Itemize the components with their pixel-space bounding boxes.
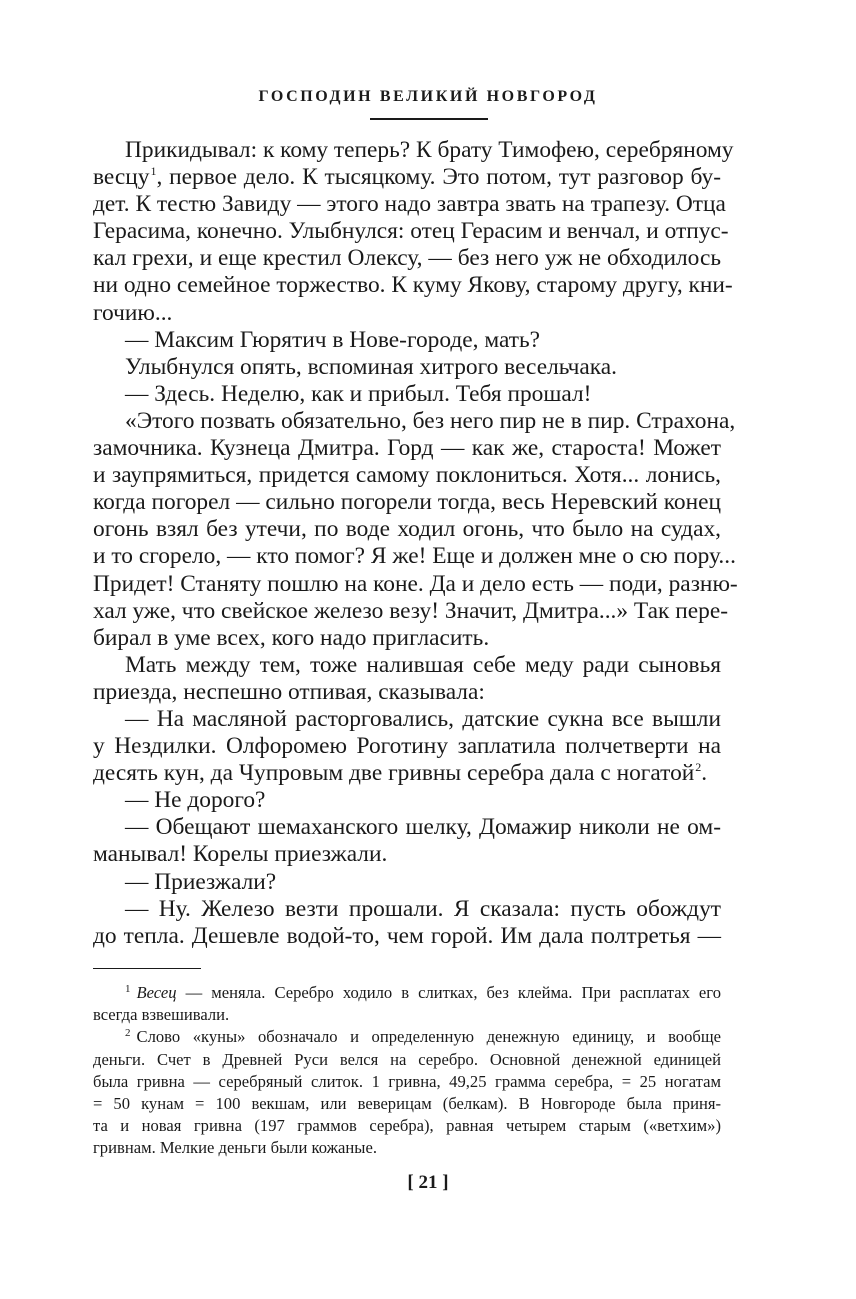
text-line: замочника. Кузнеца Дмитра. Горд — как же, староста! Может	[93, 435, 721, 462]
text-line: у Нездилки. Олфоромею Роготину заплатила полчетверти на	[93, 733, 721, 760]
footnote-line: деньги. Счет в Древней Руси велся на серебро. Основной денежной единицей	[93, 1049, 721, 1069]
body-text	[93, 137, 738, 950]
footnote-line: = 50 кунам = 100 векшам, или веверицам (белкам). В Новгороде была приня-	[93, 1093, 721, 1113]
text-line: бирал в уме всех, кого надо пригласить.	[93, 624, 490, 651]
text-line: — Приезжали?	[125, 868, 277, 895]
footnote-text: Слово «куны» обозначало и определенную денежную единицу, и вообще	[136, 1027, 721, 1047]
footnote-number: 1	[125, 983, 131, 995]
text-line: когда погорел — сильно погорели тогда, весь Неревский конец	[93, 489, 721, 516]
text-fragment: .	[701, 760, 708, 787]
text-line: — Максим Гюрятич в Нове-городе, мать?	[125, 326, 541, 353]
text-line: приезда, неспешно отпивая, сказывала:	[93, 678, 485, 705]
text-line: манывал! Корелы приезжали.	[93, 841, 388, 868]
text-line: Прикидывал: к кому теперь? К брату Тимофею, серебряному	[125, 137, 734, 163]
text-line: Придет! Станяту пошлю на коне. Да и дело есть — поди, разню-	[93, 570, 738, 597]
text-line: до тепла. Дешевле водой-то, чем горой. Им дала полтретья —	[93, 922, 721, 949]
text-line: кал грехи, и еще крестил Олексу, — без него уж не обходилось	[93, 245, 721, 272]
page-number: [ 21 ]	[407, 1172, 449, 1193]
text-line: хал уже, что свейское железо везу! Значит, Дмитра...» Так пере-	[93, 597, 728, 624]
text-line	[93, 760, 721, 787]
footnote-term: Весец	[136, 983, 177, 1002]
footnote-separator	[93, 968, 201, 969]
text-line: — Здесь. Неделю, как и прибыл. Тебя прошал!	[125, 380, 592, 407]
text-fragment: , первое дело. К тысяцкому. Это потом, тут разговор бу-	[156, 164, 721, 191]
text-line: гочию...	[93, 299, 173, 326]
footnote-line: та и новая гривна (197 граммов серебра), равная четырем старым («ветхим»)	[93, 1116, 721, 1136]
footnote-2	[93, 1026, 721, 1048]
text-line: «Этого позвать обязательно, без него пир не в пир. Страхона,	[125, 407, 736, 434]
text-fragment: весцу	[93, 164, 150, 191]
text-line: ни одно семейное торжество. К куму Якову, старому другу, кни-	[93, 272, 733, 299]
footnote-1	[93, 982, 721, 1004]
text-line: огонь взял без утечи, по воде ходил огонь, что было на судах,	[93, 516, 721, 543]
text-line: Герасима, конечно. Улыбнулся: отец Герасим и венчал, и отпус-	[93, 218, 729, 245]
running-title: ГОСПОДИН ВЕЛИКИЙ НОВГОРОД	[258, 88, 598, 105]
footnote-ref-1: 1	[150, 164, 157, 179]
footnote-line: гривнам. Мелкие деньги были кожаные.	[93, 1138, 377, 1158]
header-rule	[370, 118, 488, 120]
running-header	[0, 88, 856, 106]
footnotes	[93, 982, 721, 1160]
footnote-number: 2	[125, 1027, 131, 1040]
footnote-text: — меняла. Серебро ходило в слитках, без клейма. При расплатах его	[176, 983, 721, 1002]
text-line: — Не дорого?	[125, 787, 266, 814]
text-line: и то сгорело, — кто помог? Я же! Еще и должен мне о сю пору...	[93, 543, 736, 570]
footnote-line: всегда взвешивали.	[93, 1005, 230, 1025]
text-fragment: десять кун, да Чупровым две гривны серебра дала с ногатой	[93, 760, 695, 787]
text-line: — Ну. Железо везти прошали. Я сказала: пусть обождут	[125, 895, 721, 922]
text-line: Улыбнулся опять, вспоминая хитрого весельчака.	[125, 353, 618, 380]
text-line: — На масляной расторговались, датские сукна все вышли	[125, 705, 721, 732]
footnote-ref-2: 2	[695, 760, 702, 775]
text-line: и заупрямиться, придется самому поклониться. Хотя... лонись,	[93, 462, 721, 489]
text-line: — Обещают шемаханского шелку, Домажир николи не ом-	[125, 814, 721, 841]
text-line	[93, 164, 721, 191]
footnote-line: была гривна — серебряный слиток. 1 гривна, 49,25 грамма серебра, = 25 ногатам	[93, 1071, 721, 1091]
text-line: дет. К тестю Завиду — этого надо завтра звать на трапезу. Отца	[93, 191, 726, 218]
text-line: Мать между тем, тоже налившая себе меду ради сыновья	[125, 651, 721, 678]
